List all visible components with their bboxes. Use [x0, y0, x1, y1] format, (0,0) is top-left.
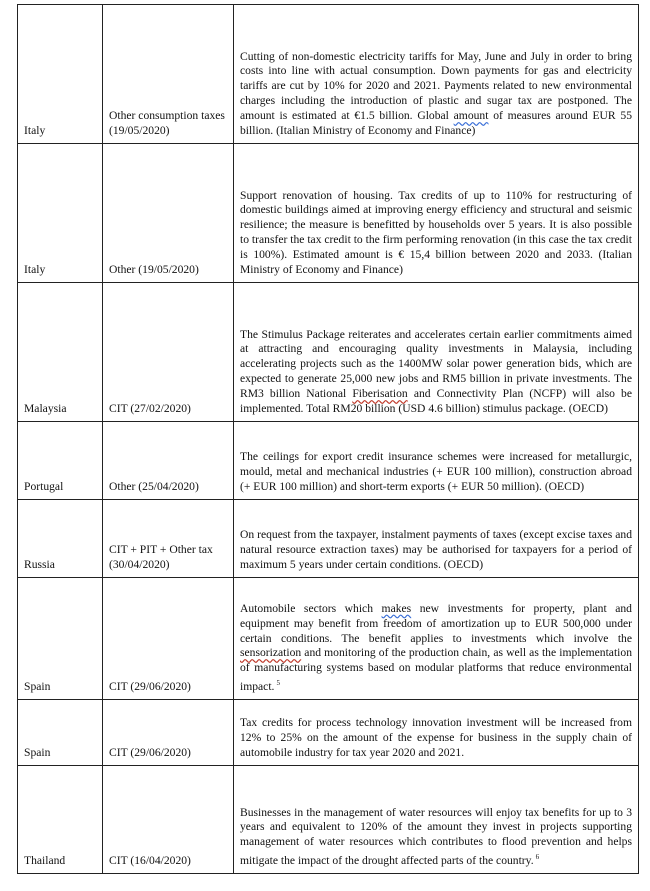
description-text: Businesses in the management of water resources will enjoy tax benefits for up to 3 years and equivalent to 120% of the amount they invest in projects supporting management of water resources which contributes to flood prevention and helps mitigate the impact of the drought affected parts of the country. [240, 805, 632, 868]
description-text: new investments for property, plant and equipment may benefit from freedom of amortization up to EUR 500,000 under certain conditions. The benefit applies to investments which involve the [240, 601, 632, 645]
description-cell: Support renovation of housing. Tax credits of up to 110% for restructuring of domestic buildings aimed at improving energy efficiency and structural and seismic resilience; the measure is benefitted by households over 5 years. It is also possible to transfer the tax credit to the firm performing renovation (in this case the tax credit is 100%). Estimated amount is € 15,4 billion between 2020 and 2033. (Italian Ministry of Economy and Finance) [234, 144, 639, 283]
measure-cell: Other (19/05/2020) [103, 144, 234, 283]
table-row [18, 500, 639, 578]
country-cell: Thailand [18, 766, 103, 874]
description-cell: On request from the taxpayer, instalment payments of taxes (except excise taxes and natural resource extraction taxes) may be authorised for taxpayers for a period of maximum 5 years under certain conditions. (OECD) [234, 500, 639, 578]
description-text: and monitoring of the production chain, as well as the implementation of manufacturing systems based on modular platforms that reduce environmental impact. [240, 646, 632, 694]
measure-cell: CIT (27/02/2020) [103, 283, 234, 422]
description-text: Automobile sectors which [240, 601, 382, 615]
measure-cell: CIT (29/06/2020) [103, 578, 234, 700]
country-cell: Italy [18, 5, 103, 144]
spellcheck-flagged-word: amount [453, 109, 489, 123]
description-text: of measures around EUR 55 billion. (Italian Ministry of Economy and Finance) [240, 109, 633, 138]
description-text: Cutting of non-domestic electricity tariffs for May, June and July in order to bring costs into line with actual consumption. Down payments for gas and electricity tariffs are cut by 10% for 2020 and 2021. Payments related to new environmental charges including the introduction of plastic and sugar tax are postponed. The amount is estimated at €1.5 billion. Global [240, 49, 632, 123]
measure-cell: CIT (29/06/2020) [103, 700, 234, 766]
table-row [18, 5, 639, 144]
description-cell: The ceilings for export credit insurance schemes were increased for metallurgic, mould, metal and mechanical industries (+ EUR 100 million), construction abroad (+ EUR 100 million) and short-term exports (+ EUR 50 million). (OECD) [234, 422, 639, 500]
description-text: The Stimulus Package reiterates and accelerates certain earlier commitments aimed at attracting and encouraging quality investments in Malaysia, including accelerating projects such as the 1400MW solar power generation bids, which are expected to generate 25,000 new jobs and RM5 billion in private investments. The RM3 billion National [240, 327, 632, 401]
spellcheck-flagged-word: makes [381, 601, 412, 615]
table-row [18, 144, 639, 283]
table-row [18, 766, 639, 874]
country-cell: Spain [18, 578, 103, 700]
spellcheck-flagged-word: sensorization [240, 646, 302, 660]
table-row [18, 422, 639, 500]
table-row [18, 700, 639, 766]
description-cell [234, 578, 639, 700]
spellcheck-flagged-word: Fiberisation [352, 387, 408, 401]
footnote-marker: 5 [276, 679, 280, 688]
description-cell: Tax credits for process technology innovation investment will be increased from 12% to 25% on the amount of the expense for business in the supply chain of automobile industry for tax year 2020 and 2021. [234, 700, 639, 766]
measure-cell: CIT + PIT + Other tax (30/04/2020) [103, 500, 234, 578]
country-cell: Russia [18, 500, 103, 578]
country-cell: Portugal [18, 422, 103, 500]
table-row [18, 283, 639, 422]
country-cell: Italy [18, 144, 103, 283]
country-cell: Malaysia [18, 283, 103, 422]
measure-cell: Other (25/04/2020) [103, 422, 234, 500]
country-cell: Spain [18, 700, 103, 766]
measure-cell: CIT (16/04/2020) [103, 766, 234, 874]
description-cell [234, 766, 639, 874]
measure-cell: Other consumption taxes (19/05/2020) [103, 5, 234, 144]
description-cell [234, 283, 639, 422]
footnote-marker: 6 [535, 853, 540, 862]
tax-measures-table [17, 4, 639, 874]
table-row [18, 578, 639, 700]
description-text: and Connectivity Plan (NCFP) will also be implemented. Total RM20 billion (USD 4.6 billion) stimulus package. (OECD) [240, 387, 632, 416]
description-cell [234, 5, 639, 144]
